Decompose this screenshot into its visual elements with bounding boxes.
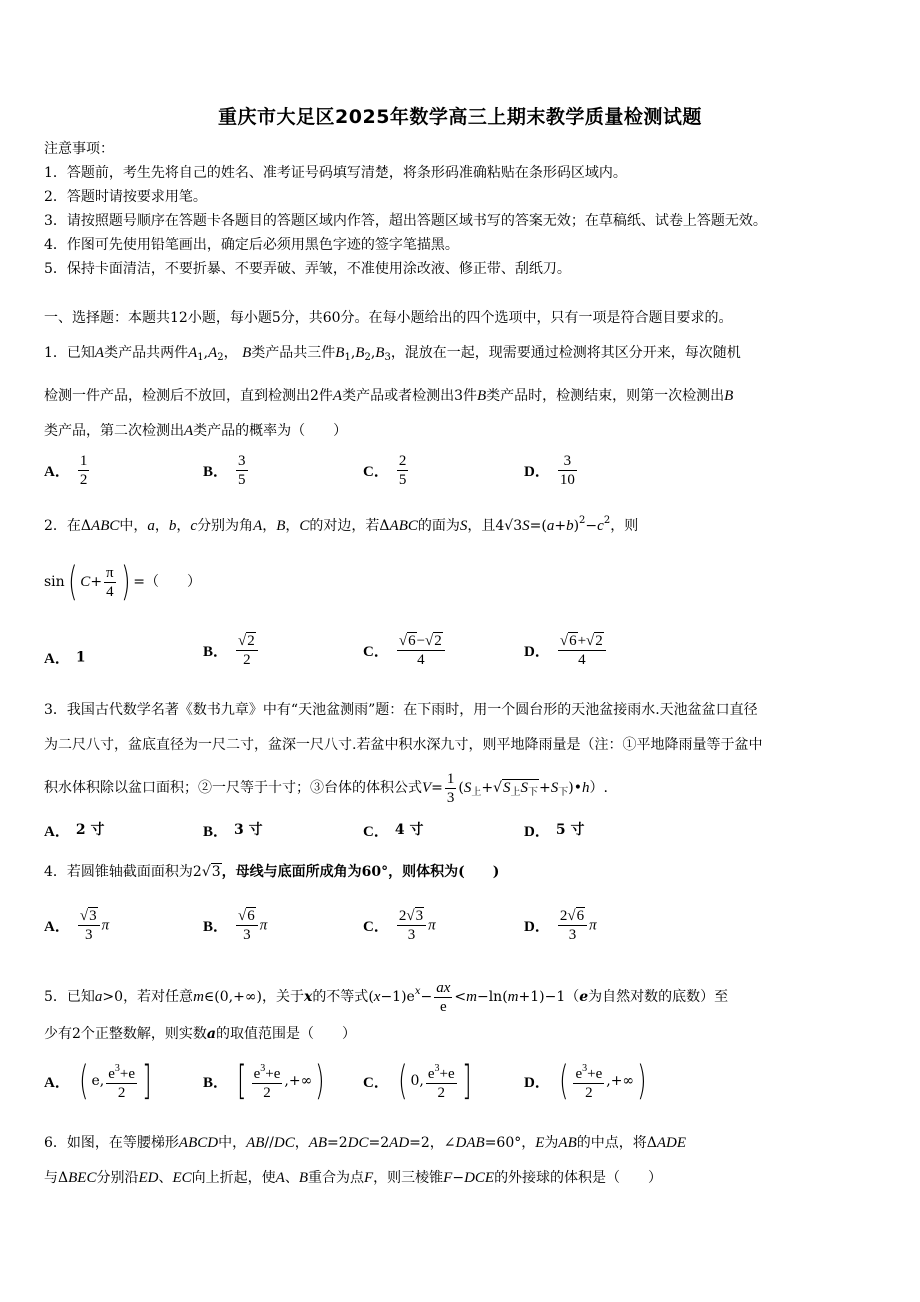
q3-line2: 为二尺八寸，盆底直径为一尺二寸，盆深一尺八寸.若盆中积水深九寸，则平地降雨量是（注：①平地降雨量等于盆中 (44, 737, 763, 753)
q3-line3: 积水体积除以盆口面积；②一尺等于十寸；③台体的体积公式V= $\frac{1}{3}$ $(S_上+√S_上S_下+S_下)•h$）. (44, 770, 608, 806)
q3-option-a[interactable]: A． 2 寸 (44, 822, 105, 840)
notice-item: 4．作图可先使用铅笔画出，确定后必须用黑色字迹的签字笔描黑。 (44, 237, 459, 253)
q5-option-d[interactable]: D． ( $\frac{e^3+e}{2}$ ,+∞) (524, 1058, 647, 1104)
q2-option-a[interactable]: A． 1 (44, 649, 86, 667)
q5-option-a[interactable]: A． ( e, $\frac{e^3+e}{2}$ ] (44, 1058, 152, 1104)
notice-item: 3．请按照题号顺序在答题卡各题目的答题区域内作答，超出答题区域书写的答案无效；在草稿纸、试卷上答题无效。 (44, 213, 767, 229)
q5-option-b[interactable]: B． [ $\frac{e^3+e}{2}$ ,+∞) (203, 1058, 325, 1104)
notice-heading: 注意事项： (44, 141, 114, 157)
q1-option-c[interactable]: C． $\frac{2}{5}$ (363, 453, 407, 488)
q2-option-c[interactable]: C． $\frac{√6-√2}{4}$ (363, 632, 447, 669)
q4-option-a[interactable]: A． $\frac{√3}{3}$ π (44, 908, 110, 943)
q1-option-b[interactable]: B． $\frac{3}{5}$ (203, 453, 246, 488)
q4-line1: 4．若圆锥轴截面面积为2√3，母线与底面所成角为60°，则体积为( ) (44, 864, 500, 880)
q4-option-c[interactable]: C． $\frac{2√3}{3}$ π (363, 908, 436, 943)
q2-option-d[interactable]: D． $\frac{√6+√2}{4}$ (524, 632, 608, 669)
q3-line1: 3．我国古代数学名著《数书九章》中有“天池盆测雨”题：在下雨时，用一个圆台形的天池盆接雨水.天池盆盆口直径 (44, 702, 758, 718)
q1-option-a[interactable]: A． $\frac{1}{2}$ (44, 453, 88, 488)
page-title: 重庆市大足区2025年数学高三上期末教学质量检测试题 (218, 106, 702, 128)
q4-option-d[interactable]: D． $\frac{2√6}{3}$ π (524, 908, 597, 943)
notice-item: 2．答题时请按要求用笔。 (44, 189, 207, 205)
q6-line1: 6．如图，在等腰梯形ABCD中，AB//DC，AB=2DC=2AD=2，∠DAB=60°，E为AB的中点，将ΔADE (44, 1135, 687, 1151)
q6-line2: 与ΔBEC分别沿ED、EC向上折起，使A、B重合为点F，则三棱锥F−DCE的外接球的体积是（ ） (44, 1170, 663, 1186)
q3-option-b[interactable]: B． 3 寸 (203, 822, 263, 840)
q2-line1: 2．在ΔABC中，a，b，c分别为角A，B，C的对边，若ΔABC的面为S，且$4√3S=(a+b)^2-c^2$，则 (44, 515, 639, 534)
q2-line2: sin( C+ $\frac{\pi}{4}$ ) =（ ） (44, 559, 201, 605)
q5-option-c[interactable]: C． ( 0, $\frac{e^3+e}{2}$ ] (363, 1058, 472, 1104)
q5-line1: 5．已知a>0，若对任意m∈(0,+∞)，关于x的不等式$(x-1)e^x-$ $\frac{ax}{e}$ <m−ln(m+1)−1（e为自然对数的底数）至 (44, 979, 729, 1015)
q1-line2: 检测一件产品，检测后不放回，直到检测出2件A类产品或者检测出3件B类产品时，检测结束，则第一次检测出B (44, 388, 734, 404)
q3-option-c[interactable]: C． 4 寸 (363, 822, 424, 840)
q5-line2: 少有2个正整数解，则实数a的取值范围是（ ） (44, 1026, 356, 1042)
notice-item: 5．保持卡面清洁，不要折暴、不要弄破、弄皱，不准使用涂改液、修正带、刮纸刀。 (44, 261, 571, 277)
q3-option-d[interactable]: D． 5 寸 (524, 822, 585, 840)
q2-option-b[interactable]: B． $\frac{√2}{2}$ (203, 632, 260, 669)
q1-line3: 类产品，第二次检测出A类产品的概率为（ ） (44, 423, 348, 439)
notice-item: 1．答题前，考生先将自己的姓名、准考证号码填写清楚，将条形码准确粘贴在条形码区域内。 (44, 165, 627, 181)
q1-option-d[interactable]: D． $\frac{3}{10}$ (524, 453, 575, 488)
q4-option-b[interactable]: B． $\frac{√6}{3}$ π (203, 908, 268, 943)
section-heading: 一、选择题：本题共12小题，每小题5分，共60分。在每小题给出的四个选项中，只有一项是符合题目要求的。 (44, 310, 733, 326)
q1-line1: 1．已知A类产品共两件$A_1,A_2$， B类产品共三件$B_1,B_2,B_3$，混放在一起，现需要通过检测将其区分开来，每次随机 (44, 345, 741, 363)
